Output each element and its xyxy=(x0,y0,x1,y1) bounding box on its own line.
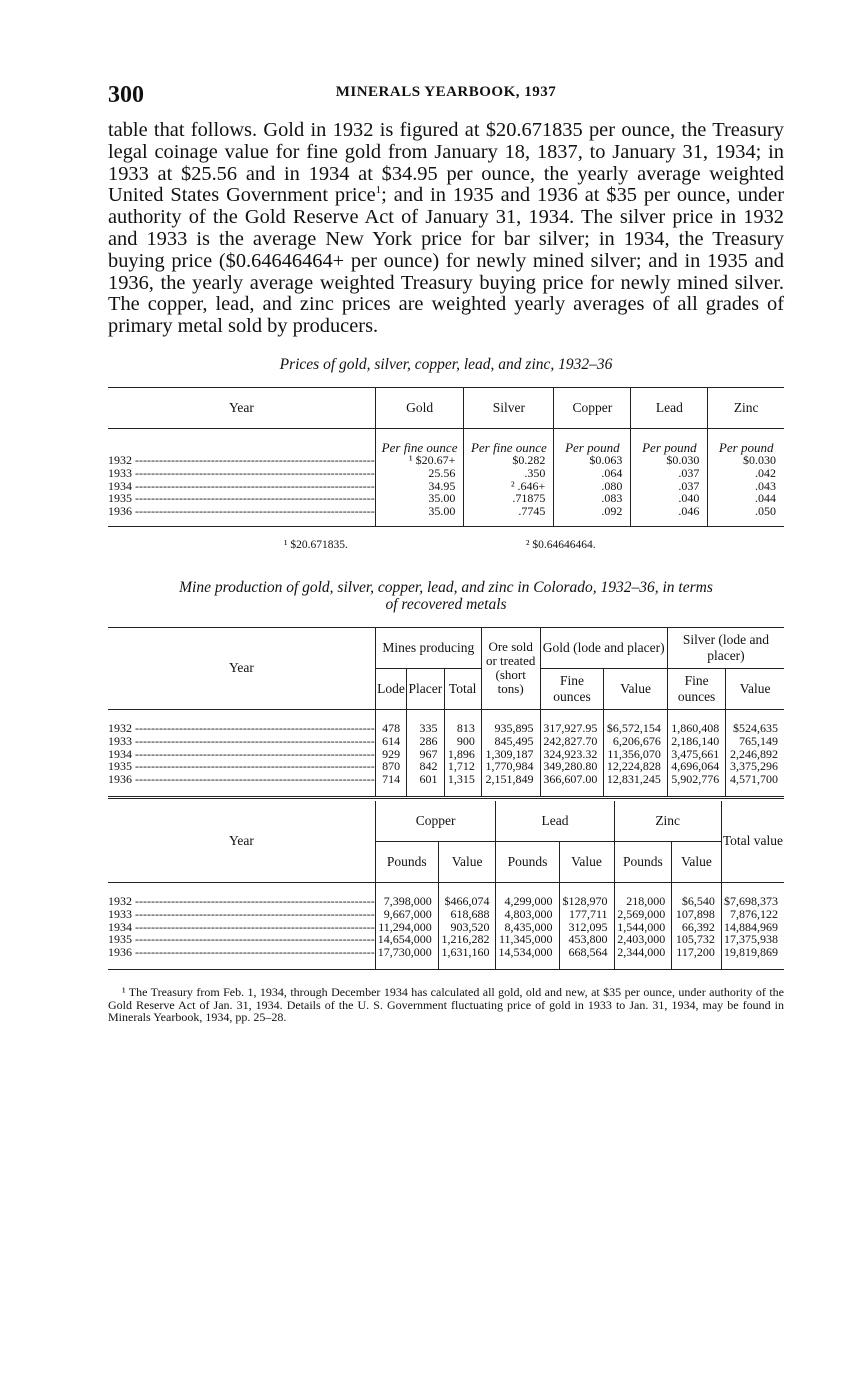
value-cell: 2,246,892 xyxy=(730,746,778,761)
value-cell: ¹ $20.67+ xyxy=(409,452,456,467)
year-cell: 1933 ------------------------------------------------------------ xyxy=(108,733,375,748)
value-cell: 601 xyxy=(419,772,438,787)
value-cell: 478 xyxy=(382,720,401,735)
value-cell: $6,572,154 xyxy=(606,720,661,735)
body-text-part2: ; and in 1935 and 1936 at $35 per ounce, under authority of the Gold Reserve Act of January 31, 1934. The silver price in 1932 and 1933 is the average New York price for bar silver; in 1934, the Treasury buying price ($0.64646464+ per ounce) for newly mined silver; and in 1935 and 1936, the yearly average weighted Treasury buying price for newly mined silver. The copper, lead, and zinc prices are weighted yearly averages of all grades of primary metal sold by producers. xyxy=(108,184,784,338)
value-cell: 842 xyxy=(419,759,438,774)
value-cell: 177,711 xyxy=(568,906,608,921)
value-cell: 366,607.00 xyxy=(543,772,598,787)
value-cell: 1,770,984 xyxy=(485,759,534,774)
value-cell: .042 xyxy=(755,465,776,480)
year-cell: 1933 ------------------------------------------------------------ xyxy=(108,906,375,921)
value-cell: 1,712 xyxy=(447,759,475,774)
col-header-placer: Placer xyxy=(407,668,444,709)
value-cell: 14,654,000 xyxy=(377,932,432,947)
col-header-lead: Lead xyxy=(496,801,614,842)
value-cell: 11,294,000 xyxy=(378,919,432,934)
zinc-value-column xyxy=(672,882,722,969)
col-header-zinc: Zinc xyxy=(708,387,784,428)
col-header-mines-producing: Mines producing xyxy=(375,627,481,668)
value-cell: 8,435,000 xyxy=(504,919,553,934)
silver-ounces-column xyxy=(667,709,725,797)
year-cell: 1932 ------------------------------------------------------------ xyxy=(108,720,375,735)
year-cell: 1934 ------------------------------------------------------------ xyxy=(108,919,375,934)
placer-column xyxy=(407,709,444,797)
value-cell: 1,309,187 xyxy=(485,746,534,761)
value-cell: 335 xyxy=(419,720,438,735)
year-cell: 1934 ------------------------------------------------------------ xyxy=(108,746,375,761)
value-cell: 17,375,938 xyxy=(724,932,778,947)
value-cell: 324,923.32 xyxy=(543,746,598,761)
total-value-column xyxy=(721,882,784,969)
value-cell: 2,569,000 xyxy=(617,906,666,921)
page-header xyxy=(108,80,784,112)
value-cell: 7,398,000 xyxy=(383,893,432,908)
value-cell: $7,698,373 xyxy=(724,893,778,908)
production-data-part2 xyxy=(108,882,784,969)
ore-column xyxy=(481,709,540,797)
col-header-lead: Lead xyxy=(631,387,708,428)
col-header-gold-fine-ounces: Fine ounces xyxy=(540,668,604,709)
col-header-lode: Lode xyxy=(375,668,406,709)
prices-table xyxy=(108,387,784,527)
table-footnote-2: ² $0.64646464. xyxy=(526,538,596,551)
production-data-part1 xyxy=(108,709,784,797)
col-header-copper: Copper xyxy=(554,387,631,428)
unit-gold: Per fine ounce xyxy=(375,428,464,454)
value-cell: $466,074 xyxy=(444,893,490,908)
value-cell: 2,403,000 xyxy=(617,932,666,947)
value-cell: 935,895 xyxy=(494,720,534,735)
col-header-ore: Ore sold or treated (short tons) xyxy=(481,627,540,709)
col-header-lead-pounds: Pounds xyxy=(496,841,559,882)
col-header-copper: Copper xyxy=(375,801,496,842)
body-paragraph xyxy=(108,120,784,338)
value-cell: 218,000 xyxy=(626,893,666,908)
page xyxy=(108,80,784,1024)
value-cell: .037 xyxy=(678,478,700,493)
value-cell: 3,475,661 xyxy=(671,746,720,761)
footnote-ref: 1 xyxy=(375,184,382,197)
caption-line-1: Mine production of gold, silver, copper, lead, and zinc in Colorado, 1932–36, in terms xyxy=(179,578,713,596)
value-cell: 349,280.80 xyxy=(543,759,598,774)
copper-value-column xyxy=(438,882,496,969)
value-cell: 11,345,000 xyxy=(498,932,553,947)
col-header-silver-value: Value xyxy=(726,668,784,709)
zinc-price-column xyxy=(708,454,784,526)
year-cell: 1932 ------------------------------------------------------------ xyxy=(108,893,375,908)
year-column xyxy=(108,709,375,797)
production-table-caption xyxy=(108,579,784,613)
value-cell: 34.95 xyxy=(428,478,456,493)
value-cell: $6,540 xyxy=(681,893,715,908)
value-cell: 312,095 xyxy=(568,919,608,934)
col-header-gold-value: Value xyxy=(604,668,667,709)
value-cell: .083 xyxy=(601,491,623,506)
col-header-gold: Gold xyxy=(375,387,464,428)
value-cell: 668,564 xyxy=(568,945,608,960)
year-cell: 1935 ------------------------------------------------------------ xyxy=(108,759,375,774)
col-header-silver: Silver xyxy=(464,387,554,428)
value-cell: 2,151,849 xyxy=(485,772,534,787)
value-cell: $128,970 xyxy=(562,893,608,908)
gold-price-column xyxy=(375,454,464,526)
value-cell: 618,688 xyxy=(450,906,490,921)
unit-copper: Per pound xyxy=(554,428,631,454)
value-cell: 2,186,140 xyxy=(671,733,720,748)
value-cell: $0.030 xyxy=(743,452,776,467)
value-cell: 900 xyxy=(456,733,475,748)
year-cell: 1936 ------------------------------------------------------------ xyxy=(108,772,375,787)
silver-value-column xyxy=(726,709,784,797)
value-cell: 765,149 xyxy=(739,733,778,748)
col-header-zinc-pounds: Pounds xyxy=(614,841,672,882)
prices-table-caption: Prices of gold, silver, copper, lead, and zinc, 1932–36 xyxy=(279,355,613,373)
value-cell: 4,571,700 xyxy=(730,772,778,787)
value-cell: .350 xyxy=(524,465,546,480)
zinc-pounds-column xyxy=(614,882,672,969)
col-header-year: Year xyxy=(108,387,375,428)
value-cell: 105,732 xyxy=(675,932,715,947)
value-cell: 117,200 xyxy=(676,945,715,960)
col-header-year: Year xyxy=(108,801,375,883)
value-cell: 845,495 xyxy=(494,733,534,748)
value-cell: $0.030 xyxy=(666,452,700,467)
value-cell: 9,667,000 xyxy=(383,906,432,921)
value-cell: 1,896 xyxy=(447,746,475,761)
value-cell: 1,216,282 xyxy=(441,932,490,947)
value-cell: 4,299,000 xyxy=(504,893,553,908)
year-cell: 1934 ------------------------------------------------------------ xyxy=(108,478,375,493)
value-cell: .046 xyxy=(678,504,700,519)
col-header-year: Year xyxy=(108,627,375,709)
value-cell: 286 xyxy=(419,733,438,748)
year-cell: 1936 ------------------------------------------------------------ xyxy=(108,945,375,960)
col-header-total: Total xyxy=(444,668,481,709)
unit-silver: Per fine ounce xyxy=(464,428,554,454)
lode-column xyxy=(375,709,406,797)
value-cell: .050 xyxy=(755,504,776,519)
lead-pounds-column xyxy=(496,882,559,969)
value-cell: .080 xyxy=(601,478,623,493)
table-footnote-1: ¹ $20.671835. xyxy=(284,538,348,551)
total-mines-column xyxy=(444,709,481,797)
value-cell: 714 xyxy=(382,772,401,787)
value-cell: 11,356,070 xyxy=(607,746,661,761)
unit-lead: Per pound xyxy=(631,428,708,454)
year-cell: 1935 ------------------------------------------------------------ xyxy=(108,932,375,947)
body-text-part1: table that follows. Gold in 1932 is figured at $20.671835 per ounce, the Treasury legal coinage value for fine gold from January 18, 1837, to January 31, 1934; in 1933 at $25.56 and in 1934 at $34.95 per ounce, the yearly average weighted United States Government price xyxy=(108,119,784,207)
value-cell: 12,831,245 xyxy=(606,772,661,787)
value-cell: 1,315 xyxy=(447,772,475,787)
value-cell: $524,635 xyxy=(733,720,778,735)
page-number: 300 xyxy=(108,82,144,108)
value-cell: 242,827.70 xyxy=(543,733,598,748)
running-title: MINERALS YEARBOOK, 1937 xyxy=(335,84,557,100)
copper-pounds-column xyxy=(375,882,438,969)
value-cell: ² .646+ xyxy=(510,478,546,493)
value-cell: 1,631,160 xyxy=(441,945,490,960)
value-cell: .044 xyxy=(755,491,776,506)
value-cell: 317,927.95 xyxy=(543,720,598,735)
value-cell: 4,803,000 xyxy=(504,906,553,921)
value-cell: 967 xyxy=(419,746,438,761)
year-cell: 1932 ------------------------------------------------------------ xyxy=(108,453,375,467)
page-footnote: ¹ The Treasury from Feb. 1, 1934, through December 1934 has calculated all gold, old and new, at $35 per ounce, under authority of the Gold Reserve Act of Jan. 31, 1934. Details of the U. S. Government fluctuating price of gold in 1933 to Jan. 31, 1934, may be found in Minerals Yearbook, 1934, pp. 25–28. xyxy=(108,984,784,1025)
value-cell: 2,344,000 xyxy=(617,945,666,960)
caption-line-2: of recovered metals xyxy=(385,595,507,613)
value-cell: 1,544,000 xyxy=(617,919,666,934)
prices-data xyxy=(108,454,784,526)
value-cell: 35.00 xyxy=(428,491,456,506)
silver-price-column xyxy=(464,454,554,526)
col-header-total-value: Total value xyxy=(721,801,784,883)
value-cell: 17,730,000 xyxy=(377,945,432,960)
table-footnotes xyxy=(108,535,784,557)
year-cell: 1935 ------------------------------------------------------------ xyxy=(108,491,375,506)
value-cell: 66,392 xyxy=(681,919,715,934)
col-header-silver-fine-ounces: Fine ounces xyxy=(667,668,725,709)
value-cell: 7,876,122 xyxy=(730,906,778,921)
value-cell: .71875 xyxy=(512,491,546,506)
value-cell: 870 xyxy=(382,759,401,774)
copper-price-column xyxy=(554,454,631,526)
col-header-silver: Silver (lode and placer) xyxy=(667,627,784,668)
year-cell: 1933 ------------------------------------------------------------ xyxy=(108,465,375,480)
col-header-zinc-value: Value xyxy=(672,841,722,882)
production-table-part1 xyxy=(108,627,784,799)
value-cell: $0.063 xyxy=(589,452,623,467)
value-cell: 929 xyxy=(382,746,401,761)
gold-ounces-column xyxy=(540,709,604,797)
value-cell: .043 xyxy=(755,478,776,493)
value-cell: .092 xyxy=(601,504,623,519)
value-cell: 12,224,828 xyxy=(606,759,661,774)
year-column xyxy=(108,882,375,969)
value-cell: 5,902,776 xyxy=(671,772,720,787)
value-cell: 35.00 xyxy=(428,504,456,519)
value-cell: 14,534,000 xyxy=(498,945,553,960)
lead-value-column xyxy=(559,882,614,969)
value-cell: 614 xyxy=(382,733,401,748)
lead-price-column xyxy=(631,454,708,526)
value-cell: 1,860,408 xyxy=(671,720,720,735)
value-cell: 6,206,676 xyxy=(612,733,661,748)
production-table-part2 xyxy=(108,801,784,970)
unit-zinc: Per pound xyxy=(708,428,784,454)
col-header-gold: Gold (lode and placer) xyxy=(540,627,667,668)
value-cell: 4,696,064 xyxy=(671,759,720,774)
col-header-zinc: Zinc xyxy=(614,801,721,842)
value-cell: .7745 xyxy=(518,504,546,519)
year-cell: 1936 ------------------------------------------------------------ xyxy=(108,504,375,519)
year-column xyxy=(108,454,375,526)
value-cell: .037 xyxy=(678,465,700,480)
value-cell: .064 xyxy=(601,465,623,480)
value-cell: 453,800 xyxy=(568,932,608,947)
value-cell: .040 xyxy=(678,491,700,506)
value-cell: 3,375,296 xyxy=(730,759,778,774)
value-cell: 25.56 xyxy=(428,465,456,480)
value-cell: $0.282 xyxy=(512,452,546,467)
gold-value-column xyxy=(604,709,667,797)
col-header-copper-pounds: Pounds xyxy=(375,841,438,882)
value-cell: 14,884,969 xyxy=(724,919,778,934)
value-cell: 813 xyxy=(456,720,475,735)
value-cell: 903,520 xyxy=(450,919,490,934)
value-cell: 19,819,869 xyxy=(724,945,778,960)
col-header-copper-value: Value xyxy=(438,841,496,882)
col-header-lead-value: Value xyxy=(559,841,614,882)
value-cell: 107,898 xyxy=(675,906,715,921)
